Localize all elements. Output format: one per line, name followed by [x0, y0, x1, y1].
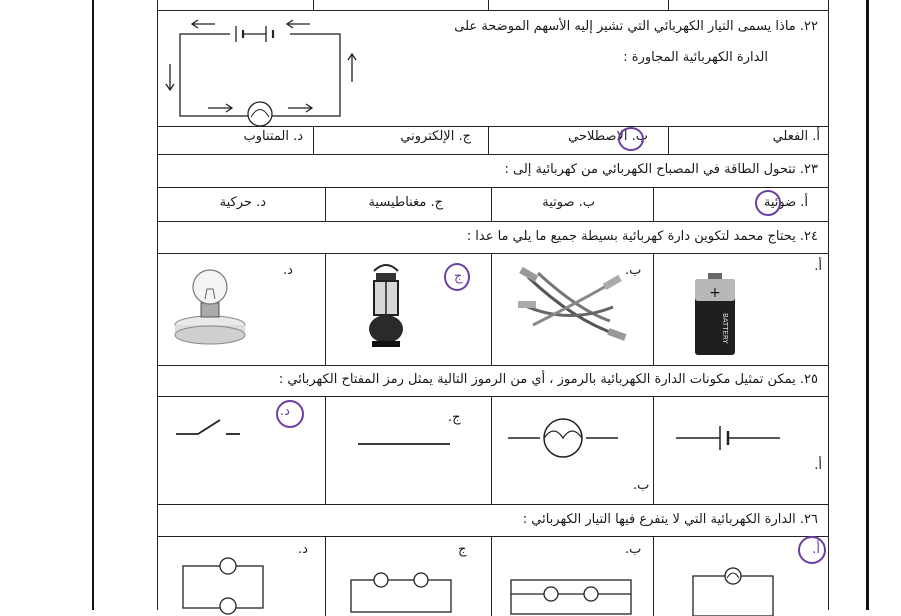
q23-options-row	[158, 187, 828, 222]
q22-option-d[interactable]: د. المتناوب	[243, 129, 303, 144]
q22-option-b[interactable]: ب. الاصطلاحي	[568, 129, 648, 144]
battery-image	[693, 273, 737, 359]
q23-answer-circle	[755, 190, 781, 216]
battery-cell-symbol	[676, 426, 780, 450]
q25-letter-d: د.	[280, 404, 290, 419]
lantern-image	[366, 261, 406, 353]
q26-letter-a: أ.	[812, 542, 820, 557]
q23-option-b[interactable]: ب. صوتية	[542, 195, 595, 210]
wire-symbol	[358, 442, 450, 446]
q22-text-line2: الدارة الكهربائية المجاورة :	[623, 50, 768, 65]
q25-letter-a: أ.	[814, 458, 822, 473]
q24-letter-a: أ.	[814, 259, 822, 274]
q25-symbols-row	[158, 396, 828, 505]
connecting-wires-image	[518, 265, 628, 345]
q24-letter-b: ب.	[625, 263, 642, 278]
q22-option-c[interactable]: ج. الإلكتروني	[400, 129, 471, 144]
parallel-circuit-diagram-c	[346, 572, 456, 612]
q26-circuits-row	[158, 536, 828, 616]
q22-circuit-diagram	[170, 14, 360, 124]
q25-question-row	[158, 365, 828, 397]
series-circuit-diagram	[683, 566, 783, 616]
lamp-bulb-image	[173, 263, 248, 353]
q22-question-row	[158, 10, 828, 127]
svg-text:+: +	[709, 285, 721, 301]
parallel-circuit-diagram-b	[506, 574, 636, 614]
q24-question-row	[158, 221, 828, 254]
q24-answer-circle	[444, 263, 470, 291]
q24-letter-d: د.	[283, 263, 293, 278]
switch-symbol	[176, 418, 240, 438]
q26-question-row	[158, 504, 828, 537]
q24-letter-c: ج	[454, 269, 463, 284]
q22-text-line1: ٢٢. ماذا يسمى التيار الكهربائي التي تشير إليه الأسهم الموضحة على	[454, 19, 818, 34]
q26-answer-circle	[798, 536, 826, 564]
page-border-right	[866, 0, 869, 610]
worksheet	[157, 0, 829, 610]
q25-letter-b: ب.	[633, 478, 650, 493]
q26-letter-d: د.	[298, 542, 308, 557]
circuit-diagram-d	[178, 558, 268, 608]
q26-letter-c: ج	[458, 542, 467, 557]
lamp-symbol	[508, 418, 618, 458]
page-border-left	[92, 0, 94, 610]
q24-images-row	[158, 253, 828, 366]
q23-option-d[interactable]: د. حركية	[219, 195, 266, 210]
q24-text: ٢٤. يحتاج محمد لتكوين دارة كهربائية بسيطة جميع ما يلي ما عدا :	[466, 229, 818, 244]
q26-letter-b: ب.	[625, 542, 642, 557]
battery-label: BATTERY	[721, 313, 729, 344]
q22-options-row	[158, 126, 828, 155]
q25-text: ٢٥. يمكن تمثيل مكونات الدارة الكهربائية بالرموز ، أي من الرموز التالية يمثل رمز المفتاح الكهربائي :	[278, 372, 818, 387]
q26-text: ٢٦. الدارة الكهربائية التي لا يتفرع فيها التيار الكهربائي :	[522, 512, 818, 527]
q25-letter-c: ج.	[448, 410, 461, 425]
q23-text: ٢٣. تتحول الطاقة في المصباح الكهربائي من كهربائية إلى :	[504, 162, 818, 177]
q23-question-row	[158, 154, 828, 188]
q23-option-c[interactable]: ج. مغناطيسية	[368, 195, 443, 210]
q25-answer-circle	[276, 400, 304, 428]
q22-option-a[interactable]: أ. الفعلي	[772, 129, 820, 144]
q23-option-a[interactable]: أ. ضوئية	[763, 195, 808, 210]
q22-answer-circle	[618, 127, 644, 151]
